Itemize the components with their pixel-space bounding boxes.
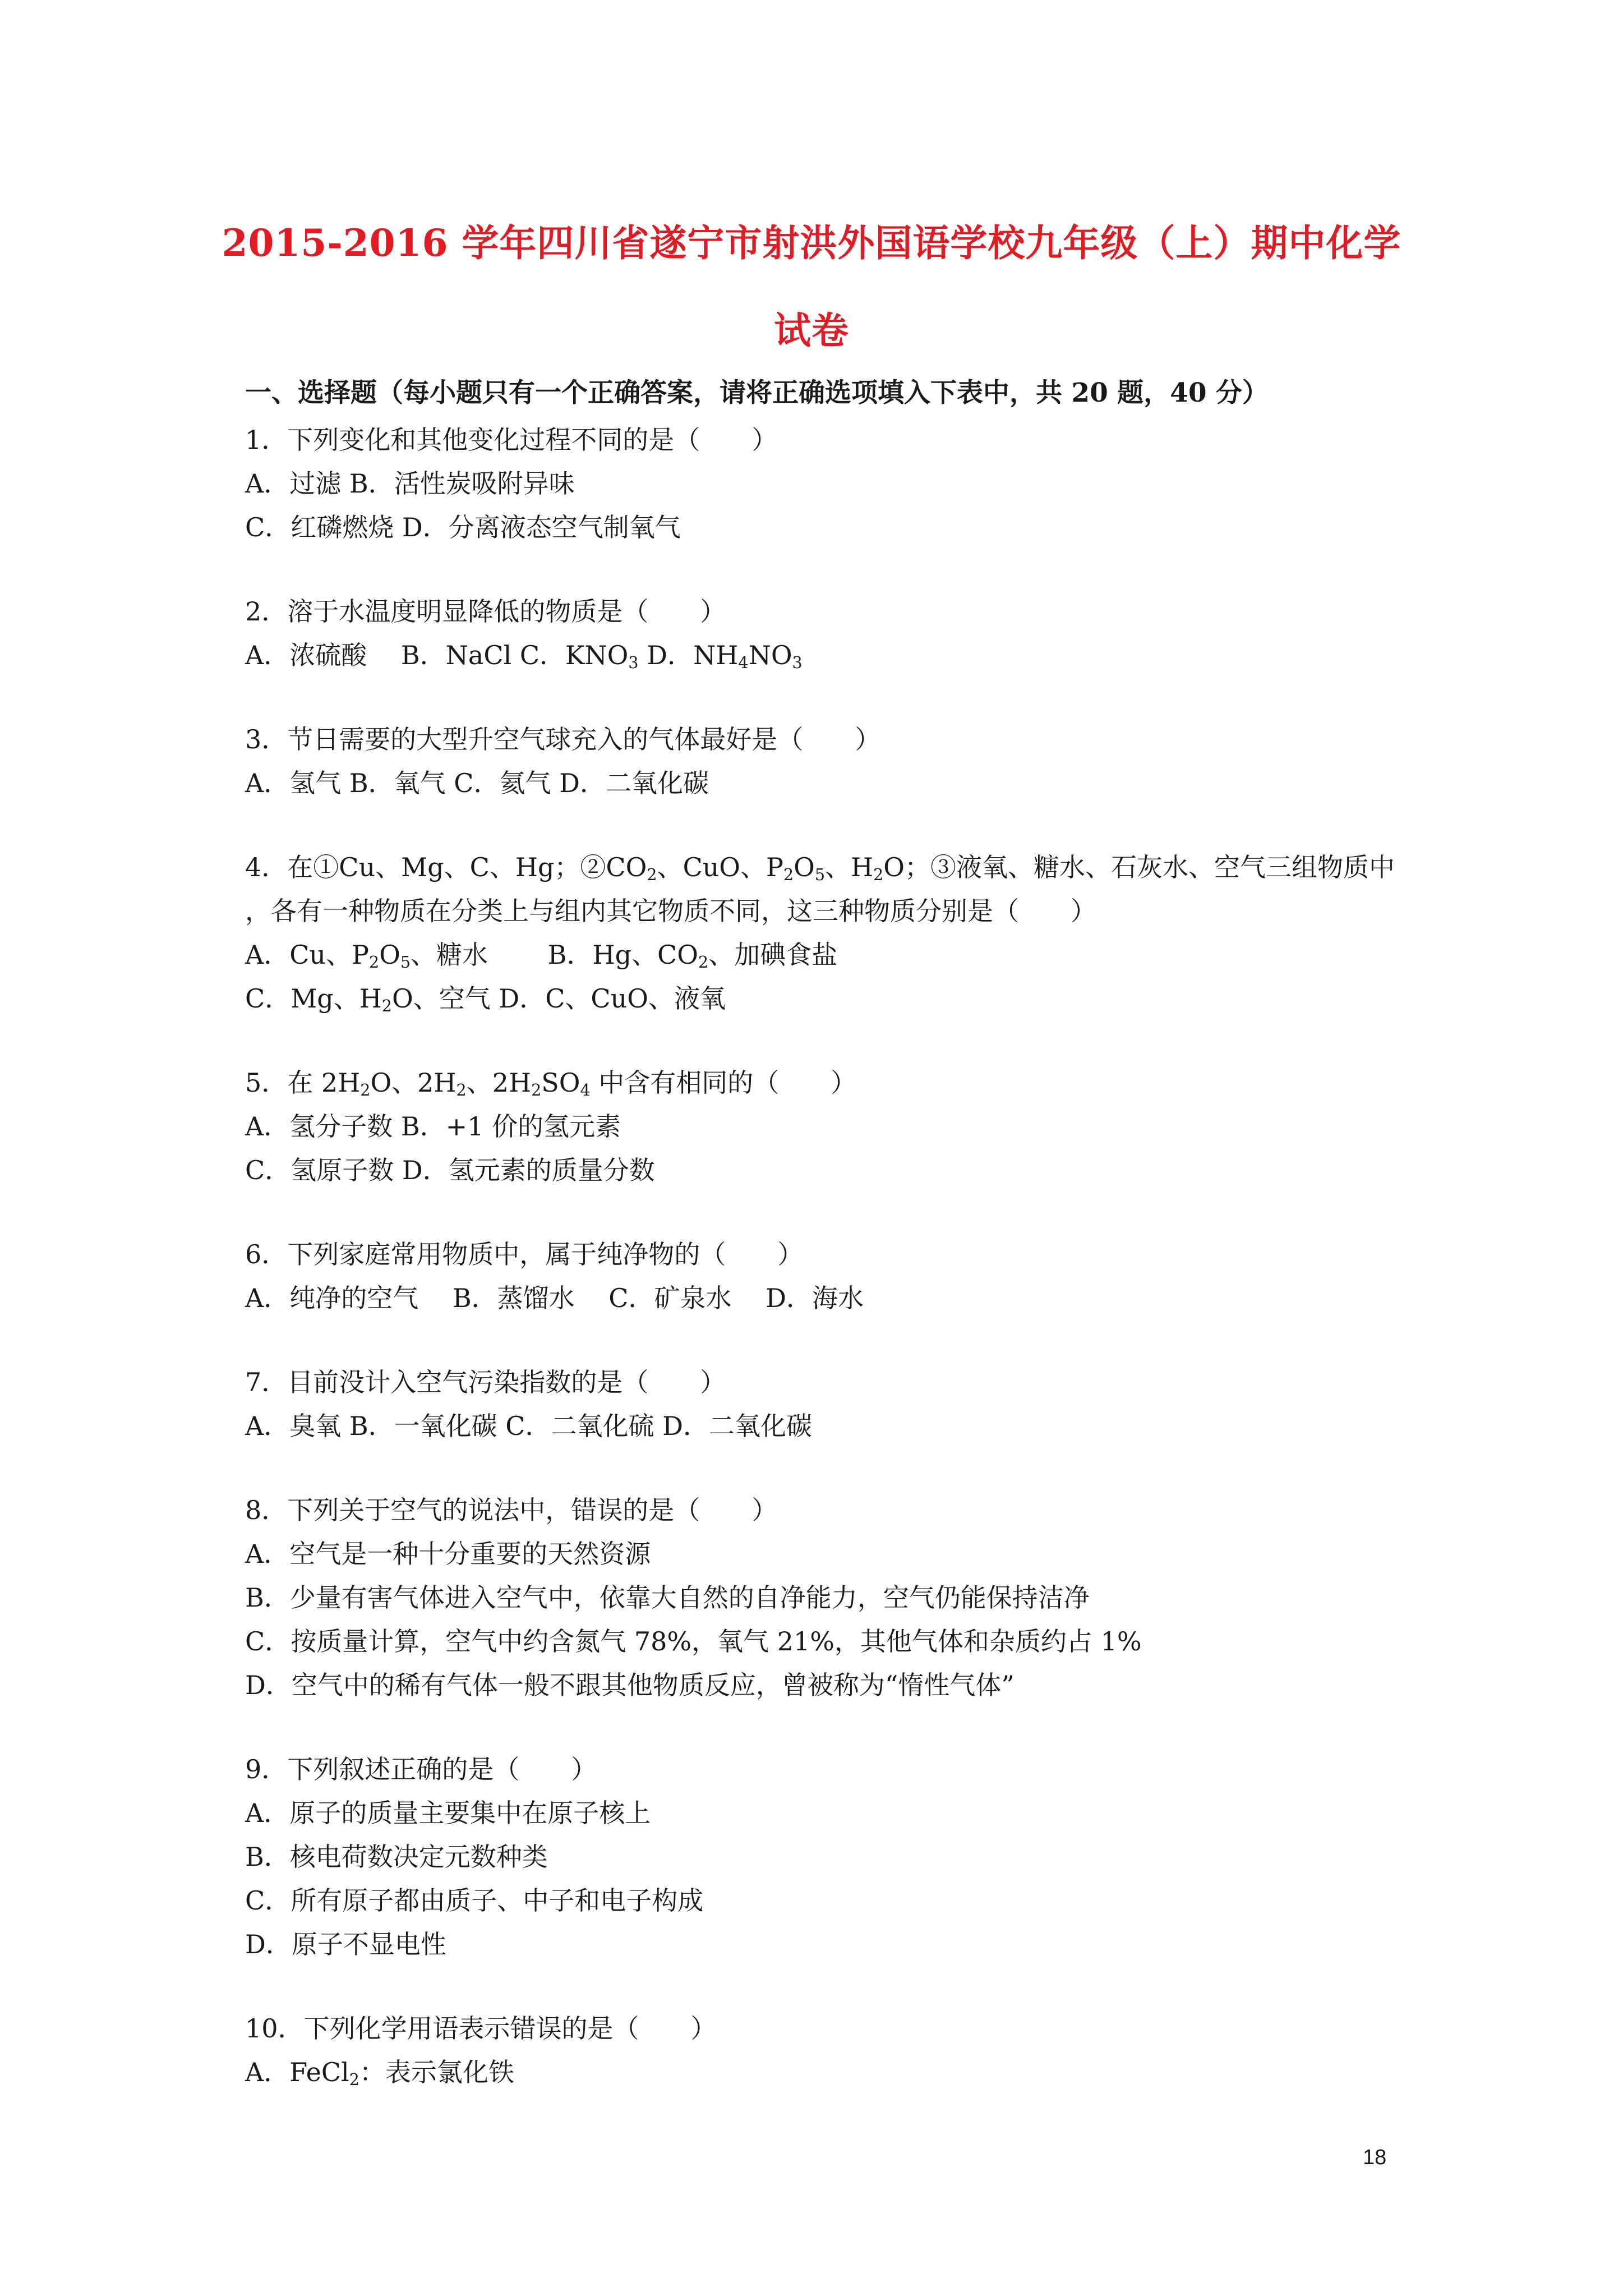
q4-stem-sub: 2 (873, 866, 884, 885)
question-5-stem (245, 1061, 1456, 1105)
q4-stem-part: 4．在①Cu、Mg、C、Hg；②CO (245, 852, 647, 882)
q4-stem-part: O (794, 852, 815, 882)
question-10-option-a (245, 2050, 1456, 2094)
q4-opt-sub: 5 (400, 953, 411, 972)
document-title-line-2: 试卷 (774, 309, 849, 352)
question-6-options: A．纯净的空气 B．蒸馏水 C．矿泉水 D．海水 (245, 1283, 864, 1313)
question-4-stem-continued: ，各有一种物质在分类上与组内其它物质不同，这三种物质分别是（ ） (245, 896, 1096, 926)
question-10 (245, 2007, 1456, 2094)
question-5 (245, 1061, 1456, 1192)
q4-stem-part: 、H (825, 852, 874, 882)
q5-stem-part: O、2H (370, 1068, 457, 1098)
question-9-option-c: C．所有原子都由质子、中子和电子构成 (245, 1885, 704, 1916)
question-8-option-c: C．按质量计算，空气中约含氮气 78%，氧气 21%，其他气体和杂质约占 1% (245, 1626, 1142, 1657)
q4-opt-part: 、加碘食盐 (708, 940, 838, 970)
q2-text-b: D．NH (638, 640, 739, 670)
q4-stem-part: O；③液氧、糖水、石灰水、空气三组物质中 (883, 852, 1395, 882)
question-10-stem: 10．下列化学用语表示错误的是（ ） (245, 2013, 717, 2044)
question-8-option-b: B．少量有害气体进入空气中，依靠大自然的自净能力，空气仍能保持洁净 (245, 1582, 1090, 1613)
q4-stem-part: 、CuO、P (657, 852, 783, 882)
question-8-option-a: A．空气是一种十分重要的天然资源 (245, 1539, 651, 1569)
question-list (245, 418, 1456, 2134)
page-number: 18 (1363, 2146, 1387, 2169)
q2-sub-c: 3 (792, 654, 803, 673)
q5-stem-sub: 2 (531, 1081, 542, 1100)
question-9-stem: 9．下列叙述正确的是（ ） (245, 1754, 597, 1784)
q10-opt-part: ：表示氯化铁 (359, 2057, 514, 2087)
q4-opt-part: A．Cu、P (245, 940, 369, 970)
q5-stem-sub: 4 (580, 1081, 591, 1100)
q5-stem-sub: 2 (456, 1081, 467, 1100)
q4-opt-part: O (379, 940, 400, 970)
section-heading: 一、选择题（每小题只有一个正确答案，请将正确选项填入下表中，共 20 题，40 分） (245, 378, 1269, 408)
question-7 (245, 1360, 1456, 1448)
question-9-option-b: B．核电荷数决定元数种类 (245, 1842, 548, 1872)
q4-opt-part: 、糖水 B．Hg、CO (411, 940, 698, 970)
question-1 (245, 418, 1456, 549)
question-8-stem: 8．下列关于空气的说法中，错误的是（ ） (245, 1495, 778, 1525)
question-5-options-cd: C．氢原子数 D．氢元素的质量分数 (245, 1155, 655, 1185)
question-2-options (245, 633, 1456, 677)
question-2 (245, 590, 1456, 677)
q4-stem-sub: 5 (814, 866, 825, 885)
question-2-stem: 2．溶于水温度明显降低的物质是（ ） (245, 596, 726, 627)
document-title-line-1: 2015-2016 学年四川省遂宁市射洪外国语学校九年级（上）期中化学 (222, 221, 1401, 265)
q4-opt-sub: 2 (369, 953, 380, 972)
q2-sub-b: 4 (738, 654, 749, 673)
question-4 (245, 845, 1456, 1020)
q5-stem-part: SO (541, 1068, 580, 1098)
q10-opt-part: A．FeCl (245, 2057, 349, 2087)
q5-stem-part: 、2H (466, 1068, 532, 1098)
q10-opt-sub: 2 (349, 2070, 359, 2090)
question-3-options: A．氢气 B．氧气 C．氦气 D．二氧化碳 (245, 768, 709, 798)
question-3 (245, 717, 1456, 805)
question-4-options-ab (245, 933, 1456, 977)
question-1-options-cd: C．红磷燃烧 D．分离液态空气制氧气 (245, 512, 681, 542)
question-7-options: A．臭氧 B．一氧化碳 C．二氧化硫 D．二氧化碳 (245, 1411, 812, 1441)
q5-stem-sub: 2 (360, 1081, 371, 1100)
question-6 (245, 1232, 1456, 1320)
q4-opt-sub: 2 (698, 953, 709, 972)
question-5-options-ab: A．氢分子数 B．+1 价的氢元素 (245, 1111, 621, 1142)
q5-stem-part: 5．在 2H (245, 1068, 361, 1098)
q4-opt-part: O、空气 D．C、CuO、液氧 (392, 983, 726, 1014)
question-4-options-cd (245, 977, 1456, 1020)
q2-text-c: NO (748, 640, 792, 670)
question-8-option-d: D．空气中的稀有气体一般不跟其他物质反应，曾被称为“惰性气体” (245, 1670, 1015, 1700)
q4-opt-sub: 2 (381, 997, 393, 1016)
question-1-options-ab: A．过滤 B．活性炭吸附异味 (245, 468, 575, 499)
question-9-option-a: A．原子的质量主要集中在原子核上 (245, 1798, 651, 1828)
question-7-stem: 7．目前没计入空气污染指数的是（ ） (245, 1367, 726, 1397)
question-3-stem: 3．节日需要的大型升空气球充入的气体最好是（ ） (245, 724, 881, 754)
question-4-stem (245, 845, 1456, 889)
q4-stem-sub: 2 (783, 866, 794, 885)
q4-opt-part: C．Mg、H (245, 983, 382, 1014)
q2-text-a: A．浓硫酸 B．NaCl C．KNO (245, 640, 629, 670)
question-9-option-d: D．原子不显电性 (245, 1929, 446, 1959)
q2-sub-a: 3 (628, 654, 639, 673)
question-8 (245, 1488, 1456, 1707)
question-6-stem: 6．下列家庭常用物质中，属于纯净物的（ ） (245, 1239, 804, 1269)
q4-stem-sub: 2 (647, 866, 657, 885)
q5-stem-part: 中含有相同的（ ） (590, 1068, 857, 1098)
question-1-stem: 1．下列变化和其他变化过程不同的是（ ） (245, 425, 778, 455)
question-9 (245, 1747, 1456, 1966)
